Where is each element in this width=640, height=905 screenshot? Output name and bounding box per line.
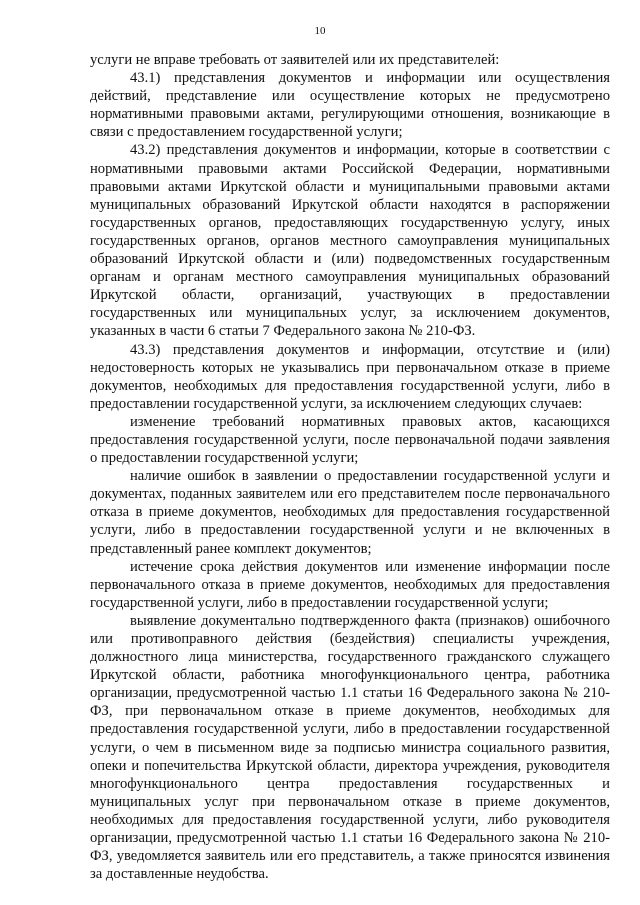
paragraph-43-3: 43.3) представления документов и информации, отсутствие и (или) недостоверность которых не указывались при первоначальном отказе в приеме документов, необходимых для предоставления государственной услуги, либо в предоставлении государственной услуги, за исключением следующих случаев: (90, 341, 610, 412)
paragraph-case-wrongful-action: выявление документально подтвержденного факта (признаков) ошибочного или противоправного действия (бездействия) специалисты учреждения, должностного лица министерства, государственного гражданского служащего Иркутской области, работника многофункционального центра, работника организации, предусмотренной частью 1.1 статьи 16 Федерального закона № 210-ФЗ, при первоначальном отказе в приеме документов, необходимых для предоставления государственной услуги, либо в предоставлении государственной услуги, о чем в письменном виде за подписью министра социального развития, опеки и попечительства Иркутской области, директора учреждения, руководителя многофункционального центра предоставления государственных и муниципальных услуг при первоначальном отказе в приеме документов, необходимых для предоставления государственной услуги, либо руководителя организации, предусмотренной частью 1.1 статьи 16 Федерального закона № 210-ФЗ, уведомляется заявитель или его представитель, а также приносятся извинения за доставленные неудобства. (90, 612, 610, 883)
paragraph-case-requirements-change: изменение требований нормативных правовых актов, касающихся предоставления государственной услуги, после первоначальной подачи заявления о предоставлении государственной услуги; (90, 413, 610, 467)
paragraph-43-2: 43.2) представления документов и информации, которые в соответствии с нормативными правовыми актами Российской Федерации, нормативными правовыми актами Иркутской области и муниципальными правовыми актами муниципальных образований Иркутской области находятся в распоряжении государственных органов, предоставляющих государственную услугу, иных государственных органов, органов местного самоуправления муниципальных образований Иркутской области и (или) подведомственных государственным органам и органам местного самоуправления муниципальных образований Иркутской области, организаций, участвующих в предоставлении государственных или муниципальных услуг, за исключением документов, указанных в части 6 статьи 7 Федерального закона № 210-ФЗ. (90, 142, 610, 340)
paragraph-case-expiry: истечение срока действия документов или изменение информации после первоначального отказа в приеме документов, необходимых для предоставления государственной услуги, либо в предоставлении государственной услуги; (90, 558, 610, 611)
document-body (90, 51, 610, 883)
paragraph-case-errors: наличие ошибок в заявлении о предоставлении государственной услуги и документах, поданных заявителем или его представителем после первоначального отказа в приеме документов, необходимых для предоставления государственной услуги, либо в предоставлении государственной услуги и не включенных в представленный ранее комплект документов; (90, 468, 610, 557)
paragraph-intro: услуги не вправе требовать от заявителей или их представителей: (90, 52, 500, 68)
paragraph-43-1: 43.1) представления документов и информации или осуществления действий, представление или осуществление которых не предусмотрено нормативными правовыми актами, регулирующими отношения, возникающие в связи с предоставлением государственной услуги; (90, 70, 610, 141)
page-number: 10 (314, 25, 326, 37)
